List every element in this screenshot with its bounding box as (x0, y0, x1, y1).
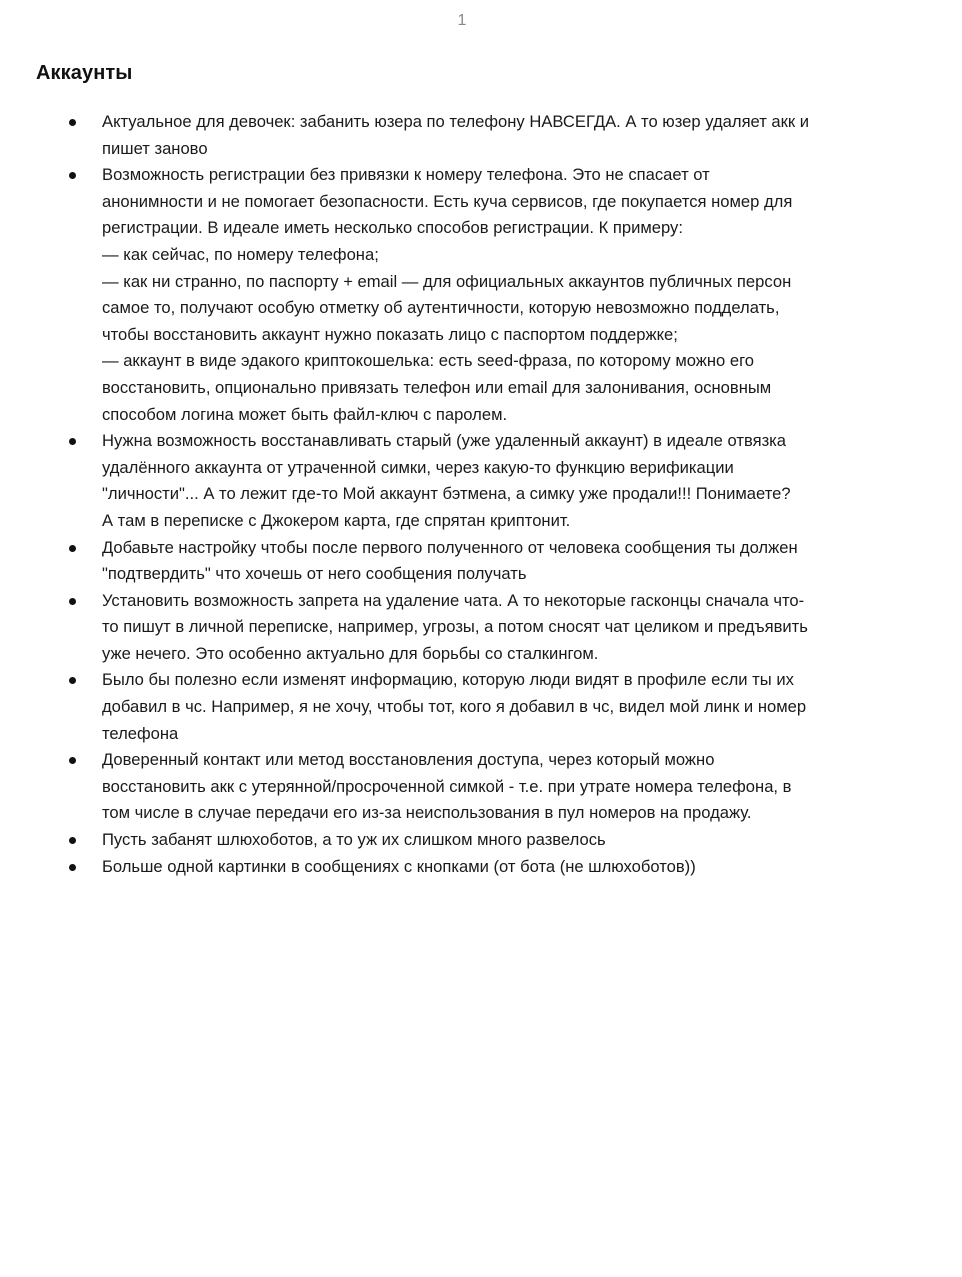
text-line: Возможность регистрации без привязки к номеру телефона. Это не спасает от (102, 165, 710, 185)
text-line: Больше одной картинки в сообщениях с кнопками (от бота (не шлюхоботов)) (102, 856, 696, 876)
bullet-icon (69, 757, 76, 764)
list-item (0, 162, 962, 428)
list-item (0, 747, 962, 827)
text-line: — как ни странно, по паспорту + email — для официальных аккаунтов публичных персон (102, 271, 792, 291)
text-line: чтобы восстановить аккаунт нужно показать лицо с паспортом поддержке; (102, 324, 678, 344)
text-line: том числе в случае передачи его из-за неиспользования в пул номеров на продажу. (102, 803, 752, 823)
bullet-icon (69, 545, 76, 552)
text-line: телефона (102, 723, 179, 743)
text-line: то пишут в личной переписке, например, угрозы, а потом сносят чат целиком и предъявить (102, 617, 808, 637)
text-line: способом логина может быть файл-ключ с паролем. (102, 404, 508, 424)
text-line: Установить возможность запрета на удаление чата. А то некоторые гасконцы сначала что- (102, 590, 805, 610)
bullet-icon (69, 172, 76, 179)
text-line: восстановить акк с утерянной/просроченной симкой - т.е. при утрате номера телефона, в (102, 776, 792, 796)
text-line: добавил в чс. Например, я не хочу, чтобы тот, кого я добавил в чс, видел мой линк и номер (102, 697, 807, 717)
text-line: удалённого аккаунта от утраченной симки, через какую-то функцию верификации (102, 457, 734, 477)
list-item-text (102, 162, 900, 428)
text-line: Было бы полезно если изменят информацию, которую люди видят в профиле если ты их (102, 670, 794, 690)
text-line: "личности"... А то лежит где-то Мой аккаунт бэтмена, а симку уже продали!!! Понимаете? (102, 484, 791, 504)
bullet-icon (69, 837, 76, 844)
list-item (0, 109, 962, 162)
list-item (0, 428, 962, 534)
text-line: восстановить, опционально привязать телефон или email для залонивания, основным (102, 377, 772, 397)
list-item (0, 827, 962, 854)
text-line: Нужна возможность восстанавливать старый (уже удаленный аккаунт) в идеале отвязка (102, 431, 787, 451)
list-item (0, 854, 962, 881)
text-line: Доверенный контакт или метод восстановления доступа, через который можно (102, 750, 715, 770)
list-item-text (102, 827, 900, 854)
list-item (0, 667, 962, 747)
bullet-icon (69, 677, 76, 684)
text-line: уже нечего. Это особенно актуально для борьбы со сталкингом. (102, 643, 599, 663)
list-item-text (102, 588, 900, 668)
text-line: анонимности и не помогает безопасности. Есть куча сервисов, где покупается номер для (102, 191, 793, 211)
text-line: Добавьте настройку чтобы после первого полученного от человека сообщения ты должен (102, 537, 798, 557)
text-line: — аккаунт в виде эдакого криптокошелька: есть seed-фраза, по которому можно его (102, 351, 755, 371)
text-line: Актуальное для девочек: забанить юзера по телефону НАВСЕГДА. А то юзер удаляет акк и (102, 112, 810, 131)
list-item-text (102, 854, 900, 881)
text-line: Пусть забанят шлюхоботов, а то уж их слишком много развелось (102, 830, 606, 850)
list-item-text (102, 667, 900, 747)
text-line: пишет заново (102, 138, 208, 158)
bullet-icon (69, 864, 76, 871)
list-item-text (102, 747, 900, 827)
list-item (0, 588, 962, 668)
text-line: самое то, получают особую отметку об аутентичности, которую невозможно подделать, (102, 298, 780, 318)
text-line: "подтвердить" что хочешь от него сообщения получать (102, 564, 527, 584)
text-line: А там в переписке с Джокером карта, где спрятан криптонит. (102, 510, 571, 530)
bullet-icon (69, 598, 76, 605)
bullet-icon (69, 119, 76, 126)
bullet-icon (69, 438, 76, 445)
page-number: 1 (457, 12, 467, 29)
text-line: регистрации. В идеале иметь несколько способов регистрации. К примеру: (102, 218, 683, 238)
section-heading: Аккаунты (36, 62, 133, 84)
text-line: — как сейчас, по номеру телефона; (102, 244, 379, 264)
list-item-text (102, 109, 900, 162)
list-item (0, 535, 962, 588)
bullet-list (0, 109, 962, 880)
list-item-text (102, 535, 900, 588)
list-item-text (102, 428, 900, 534)
